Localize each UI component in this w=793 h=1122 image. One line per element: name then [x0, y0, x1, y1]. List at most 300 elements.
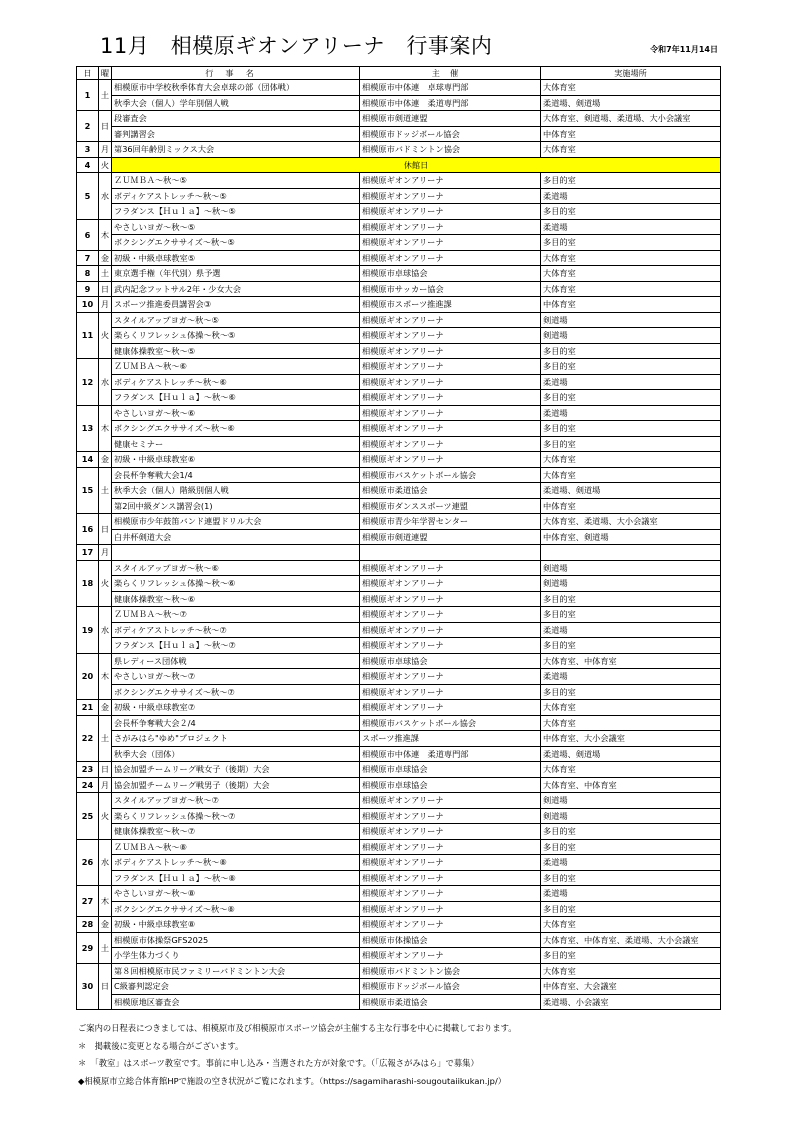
venue: 多目的室 — [541, 204, 721, 220]
day-number: 1 — [77, 80, 99, 111]
venue: 柔道場 — [541, 855, 721, 871]
venue: 柔道場 — [541, 219, 721, 235]
organizer: 相模原市剣道連盟 — [360, 111, 541, 127]
day-number: 28 — [77, 917, 99, 933]
table-row — [77, 297, 721, 313]
organizer: 相模原市中体連 柔道専門部 — [360, 746, 541, 762]
table-row — [77, 622, 721, 638]
organizer: 相模原ギオンアリーナ — [360, 591, 541, 607]
event-name: ＺＵＭＢＡ～秋～⑧ — [112, 839, 360, 855]
weekday: 火 — [99, 793, 112, 840]
table-row — [77, 715, 721, 731]
organizer: 相模原ギオンアリーナ — [360, 576, 541, 592]
organizer: 相模原市スポーツ推進課 — [360, 297, 541, 313]
event-name: 初級・中級卓球教室⑥ — [112, 452, 360, 468]
organizer: 相模原市剣道連盟 — [360, 529, 541, 545]
day-number: 24 — [77, 777, 99, 793]
organizer: 相模原ギオンアリーナ — [360, 870, 541, 886]
organizer: 相模原ギオンアリーナ — [360, 917, 541, 933]
organizer: 相模原市卓球協会 — [360, 762, 541, 778]
note-line: ご案内の日程表につきましては、相模原市及び相模原市スポーツ協会が主催する主な行事を中心に掲載しております。 — [78, 1023, 517, 1033]
organizer: 相模原市バドミントン協会 — [360, 963, 541, 979]
table-row — [77, 576, 721, 592]
organizer: 相模原市バスケットボール協会 — [360, 715, 541, 731]
organizer: 相模原市バスケットボール協会 — [360, 467, 541, 483]
venue: 大体育室、剣道場、柔道場、大小会議室 — [541, 111, 721, 127]
venue: 柔道場、剣道場 — [541, 95, 721, 111]
event-name: さがみはら"ゆめ"プロジェクト — [112, 731, 360, 747]
organizer: 相模原ギオンアリーナ — [360, 328, 541, 344]
weekday: 金 — [99, 452, 112, 468]
venue: 大体育室 — [541, 266, 721, 282]
venue: 多目的室 — [541, 235, 721, 251]
table-header — [77, 67, 721, 80]
event-name: フラダンス【Ｈｕｌａ】～秋～⑤ — [112, 204, 360, 220]
event-name: ボディケアストレッチ～秋～⑦ — [112, 622, 360, 638]
table-row — [77, 653, 721, 669]
organizer — [360, 545, 541, 561]
table-row — [77, 901, 721, 917]
venue: 多目的室 — [541, 638, 721, 654]
table-row — [77, 731, 721, 747]
event-name: 相模原地区審査会 — [112, 994, 360, 1010]
weekday: 火 — [99, 157, 112, 173]
venue: 剣道場 — [541, 312, 721, 328]
organizer: 相模原ギオンアリーナ — [360, 560, 541, 576]
venue: 大体育室 — [541, 281, 721, 297]
day-number: 9 — [77, 281, 99, 297]
weekday: 金 — [99, 917, 112, 933]
venue: 柔道場 — [541, 622, 721, 638]
weekday: 木 — [99, 886, 112, 917]
organizer: 相模原市柔道協会 — [360, 994, 541, 1010]
organizer: 相模原ギオンアリーナ — [360, 250, 541, 266]
day-number: 2 — [77, 111, 99, 142]
day-number: 30 — [77, 963, 99, 1010]
table-row — [77, 529, 721, 545]
event-name: 初級・中級卓球教室⑧ — [112, 917, 360, 933]
venue: 柔道場 — [541, 374, 721, 390]
venue: 柔道場 — [541, 405, 721, 421]
table-row — [77, 343, 721, 359]
day-number: 12 — [77, 359, 99, 406]
weekday: 火 — [99, 560, 112, 607]
event-name: 秋季大会（団体） — [112, 746, 360, 762]
event-name: 東京選手権（年代別）県予選 — [112, 266, 360, 282]
table-row — [77, 870, 721, 886]
weekday: 月 — [99, 297, 112, 313]
day-number: 4 — [77, 157, 99, 173]
table-row — [77, 777, 721, 793]
col-event: 行事名 — [112, 67, 360, 80]
event-name: ボディケアストレッチ～秋～⑥ — [112, 374, 360, 390]
table-row — [77, 95, 721, 111]
event-name: 秋季大会（個人）階級別個人戦 — [112, 483, 360, 499]
venue: 柔道場、剣道場 — [541, 746, 721, 762]
table-row — [77, 157, 721, 173]
venue: 大体育室 — [541, 80, 721, 96]
day-number: 8 — [77, 266, 99, 282]
organizer: 相模原市中体連 柔道専門部 — [360, 95, 541, 111]
venue: 多目的室 — [541, 359, 721, 375]
event-name: ＺＵＭＢＡ～秋～⑦ — [112, 607, 360, 623]
table-row — [77, 452, 721, 468]
table-row — [77, 235, 721, 251]
table-row — [77, 312, 721, 328]
venue: 多目的室 — [541, 173, 721, 189]
table-row — [77, 467, 721, 483]
weekday: 水 — [99, 173, 112, 220]
weekday: 土 — [99, 266, 112, 282]
event-name: 秋季大会（個人）学年別個人戦 — [112, 95, 360, 111]
schedule-table — [76, 66, 721, 1010]
venue: 中体育室、剣道場 — [541, 529, 721, 545]
schedule-body — [77, 80, 721, 1010]
organizer: 相模原ギオンアリーナ — [360, 421, 541, 437]
weekday: 木 — [99, 219, 112, 250]
organizer: 相模原ギオンアリーナ — [360, 700, 541, 716]
table-row — [77, 917, 721, 933]
venue: 多目的室 — [541, 870, 721, 886]
organizer: 相模原ギオンアリーナ — [360, 436, 541, 452]
table-row — [77, 684, 721, 700]
event-name: 武内記念フットサル2年・少女大会 — [112, 281, 360, 297]
day-number: 22 — [77, 715, 99, 762]
weekday: 木 — [99, 653, 112, 700]
weekday: 木 — [99, 405, 112, 452]
event-name — [112, 545, 360, 561]
table-row — [77, 886, 721, 902]
table-row — [77, 979, 721, 995]
event-name: やさしいヨガ～秋～⑤ — [112, 219, 360, 235]
organizer: 相模原市体操協会 — [360, 932, 541, 948]
day-number: 13 — [77, 405, 99, 452]
weekday: 日 — [99, 762, 112, 778]
organizer: 相模原ギオンアリーナ — [360, 235, 541, 251]
event-name: フラダンス【Ｈｕｌａ】～秋～⑧ — [112, 870, 360, 886]
venue: 剣道場 — [541, 560, 721, 576]
table-row — [77, 607, 721, 623]
organizer: 相模原市卓球協会 — [360, 777, 541, 793]
venue: 大体育室、中体育室、柔道場、大小会議室 — [541, 932, 721, 948]
venue: 中体育室 — [541, 498, 721, 514]
table-row — [77, 188, 721, 204]
table-row — [77, 963, 721, 979]
organizer: 相模原市ダンススポーツ連盟 — [360, 498, 541, 514]
venue: 大体育室 — [541, 762, 721, 778]
closed-day: 休館日 — [112, 157, 721, 173]
weekday: 土 — [99, 715, 112, 762]
event-name: やさしいヨガ～秋～⑥ — [112, 405, 360, 421]
event-name: 相模原市少年鼓笛バンド連盟ドリル大会 — [112, 514, 360, 530]
event-name: 第36回年齢別ミックス大会 — [112, 142, 360, 158]
note-line: ◆相模原市立総合体育館HPで施設の空き状況がご覧になれます。（https://sagamiharashi-sougoutaiikukan.jp/） — [78, 1075, 507, 1086]
col-venue: 実施場所 — [541, 67, 721, 80]
event-name: スポーツ推進委員講習会③ — [112, 297, 360, 313]
table-row — [77, 111, 721, 127]
day-number: 18 — [77, 560, 99, 607]
event-name: 県レディース団体戦 — [112, 653, 360, 669]
weekday: 水 — [99, 607, 112, 654]
venue: 柔道場、剣道場 — [541, 483, 721, 499]
weekday: 火 — [99, 312, 112, 359]
table-row — [77, 591, 721, 607]
organizer: 相模原市ドッジボール協会 — [360, 979, 541, 995]
day-number: 25 — [77, 793, 99, 840]
day-number: 14 — [77, 452, 99, 468]
col-organizer: 主催 — [360, 67, 541, 80]
table-row — [77, 436, 721, 452]
venue: 多目的室 — [541, 684, 721, 700]
organizer: 相模原ギオンアリーナ — [360, 390, 541, 406]
venue: 大体育室 — [541, 963, 721, 979]
organizer: 相模原ギオンアリーナ — [360, 886, 541, 902]
event-name: フラダンス【Ｈｕｌａ】～秋～⑦ — [112, 638, 360, 654]
table-row — [77, 80, 721, 96]
event-name: ボディケアストレッチ～秋～⑧ — [112, 855, 360, 871]
venue: 多目的室 — [541, 948, 721, 964]
table-row — [77, 173, 721, 189]
table-row — [77, 793, 721, 809]
event-name: 相模原市中学校秋季体育大会卓球の部（団体戦） — [112, 80, 360, 96]
table-row — [77, 700, 721, 716]
venue: 柔道場 — [541, 886, 721, 902]
venue: 多目的室 — [541, 421, 721, 437]
day-number: 20 — [77, 653, 99, 700]
day-number: 23 — [77, 762, 99, 778]
organizer: 相模原市卓球協会 — [360, 653, 541, 669]
event-name: スタイルアップヨガ～秋～⑥ — [112, 560, 360, 576]
venue: 中体育室、大小会議室 — [541, 731, 721, 747]
table-row — [77, 746, 721, 762]
venue: 多目的室 — [541, 436, 721, 452]
table-row — [77, 359, 721, 375]
event-name: スタイルアップヨガ～秋～⑤ — [112, 312, 360, 328]
note-line: ＊ 掲載後に変更となる場合がございます。 — [78, 1040, 244, 1051]
table-row — [77, 250, 721, 266]
organizer: 相模原ギオンアリーナ — [360, 173, 541, 189]
organizer: 相模原ギオンアリーナ — [360, 901, 541, 917]
venue: 大体育室 — [541, 467, 721, 483]
venue: 大体育室 — [541, 715, 721, 731]
table-row — [77, 948, 721, 964]
weekday: 日 — [99, 963, 112, 1010]
day-number: 7 — [77, 250, 99, 266]
day-number: 3 — [77, 142, 99, 158]
day-number: 11 — [77, 312, 99, 359]
event-name: 協会加盟チームリーグ戦女子（後期）大会 — [112, 762, 360, 778]
table-row — [77, 390, 721, 406]
organizer: 相模原市ドッジボール協会 — [360, 126, 541, 142]
event-name: 小学生体力づくり — [112, 948, 360, 964]
weekday: 日 — [99, 111, 112, 142]
day-number: 29 — [77, 932, 99, 963]
table-row — [77, 514, 721, 530]
organizer: 相模原ギオンアリーナ — [360, 948, 541, 964]
venue: 多目的室 — [541, 839, 721, 855]
day-number: 26 — [77, 839, 99, 886]
organizer: 相模原ギオンアリーナ — [360, 405, 541, 421]
event-name: 会長杯争奪戦大会２/4 — [112, 715, 360, 731]
weekday: 金 — [99, 700, 112, 716]
event-name: 健康体操教室～秋～⑤ — [112, 343, 360, 359]
event-name: 健康セミナー — [112, 436, 360, 452]
organizer: スポーツ推進課 — [360, 731, 541, 747]
organizer: 相模原ギオンアリーナ — [360, 808, 541, 824]
table-row — [77, 281, 721, 297]
organizer: 相模原ギオンアリーナ — [360, 669, 541, 685]
day-number: 10 — [77, 297, 99, 313]
event-name: 健康体操教室～秋～⑦ — [112, 824, 360, 840]
col-dow: 曜 — [99, 67, 112, 80]
organizer: 相模原市柔道協会 — [360, 483, 541, 499]
table-row — [77, 824, 721, 840]
event-name: 楽らくリフレッシュ体操～秋～⑦ — [112, 808, 360, 824]
event-name: 健康体操教室～秋～⑥ — [112, 591, 360, 607]
venue: 大体育室 — [541, 452, 721, 468]
venue: 多目的室 — [541, 824, 721, 840]
table-row — [77, 839, 721, 855]
table-row — [77, 421, 721, 437]
day-number: 19 — [77, 607, 99, 654]
venue: 多目的室 — [541, 591, 721, 607]
day-number: 5 — [77, 173, 99, 220]
weekday: 水 — [99, 839, 112, 886]
venue: 大体育室、柔道場、大小会議室 — [541, 514, 721, 530]
venue: 柔道場、小会議室 — [541, 994, 721, 1010]
weekday: 日 — [99, 281, 112, 297]
table-row — [77, 545, 721, 561]
organizer: 相模原ギオンアリーナ — [360, 204, 541, 220]
table-row — [77, 560, 721, 576]
organizer: 相模原市青少年学習センター — [360, 514, 541, 530]
day-number: 21 — [77, 700, 99, 716]
event-name: 初級・中級卓球教室⑤ — [112, 250, 360, 266]
weekday: 土 — [99, 80, 112, 111]
note-line: ＊ 「教室」はスポーツ教室です。事前に申し込み・当選された方が対象です。（「広報さがみはら」で募集） — [78, 1058, 479, 1068]
venue: 柔道場 — [541, 188, 721, 204]
venue: 剣道場 — [541, 328, 721, 344]
table-row — [77, 638, 721, 654]
event-name: 相模原市体操祭GFS2025 — [112, 932, 360, 948]
event-name: ボクシングエクササイズ～秋～⑧ — [112, 901, 360, 917]
col-day: 日 — [77, 67, 99, 80]
organizer: 相模原ギオンアリーナ — [360, 219, 541, 235]
venue: 中体育室 — [541, 126, 721, 142]
weekday: 金 — [99, 250, 112, 266]
organizer: 相模原市サッカー協会 — [360, 281, 541, 297]
venue — [541, 545, 721, 561]
organizer: 相模原ギオンアリーナ — [360, 359, 541, 375]
table-row — [77, 126, 721, 142]
notes — [78, 1020, 517, 1090]
event-name: やさしいヨガ～秋～⑦ — [112, 669, 360, 685]
day-number: 17 — [77, 545, 99, 561]
event-name: フラダンス【Ｈｕｌａ】～秋～⑥ — [112, 390, 360, 406]
day-number: 15 — [77, 467, 99, 514]
venue: 多目的室 — [541, 607, 721, 623]
event-name: ＺＵＭＢＡ～秋～⑤ — [112, 173, 360, 189]
organizer: 相模原ギオンアリーナ — [360, 607, 541, 623]
day-number: 27 — [77, 886, 99, 917]
table-row — [77, 855, 721, 871]
table-row — [77, 498, 721, 514]
table-row — [77, 932, 721, 948]
event-name: 審判講習会 — [112, 126, 360, 142]
event-name: 協会加盟チームリーグ戦男子（後期）大会 — [112, 777, 360, 793]
organizer: 相模原ギオンアリーナ — [360, 452, 541, 468]
organizer: 相模原ギオンアリーナ — [360, 638, 541, 654]
event-name: 第８回相模原市民ファミリーバドミントン大会 — [112, 963, 360, 979]
day-number: 6 — [77, 219, 99, 250]
table-row — [77, 483, 721, 499]
event-name: ボクシングエクササイズ～秋～⑦ — [112, 684, 360, 700]
table-row — [77, 808, 721, 824]
table-row — [77, 405, 721, 421]
venue: 大体育室 — [541, 250, 721, 266]
day-number: 16 — [77, 514, 99, 545]
venue: 多目的室 — [541, 901, 721, 917]
table-row — [77, 142, 721, 158]
event-name: スタイルアップヨガ～秋～⑦ — [112, 793, 360, 809]
weekday: 月 — [99, 545, 112, 561]
organizer: 相模原ギオンアリーナ — [360, 312, 541, 328]
table-row — [77, 762, 721, 778]
event-name: ボクシングエクササイズ～秋～⑤ — [112, 235, 360, 251]
organizer: 相模原ギオンアリーナ — [360, 839, 541, 855]
venue: 剣道場 — [541, 808, 721, 824]
weekday: 月 — [99, 777, 112, 793]
venue: 大体育室、中体育室 — [541, 653, 721, 669]
table-row — [77, 374, 721, 390]
organizer: 相模原ギオンアリーナ — [360, 855, 541, 871]
organizer: 相模原ギオンアリーナ — [360, 188, 541, 204]
event-name: やさしいヨガ～秋～⑧ — [112, 886, 360, 902]
event-name: ＺＵＭＢＡ～秋～⑥ — [112, 359, 360, 375]
venue: 剣道場 — [541, 793, 721, 809]
organizer: 相模原市バドミントン協会 — [360, 142, 541, 158]
table-row — [77, 204, 721, 220]
venue: 大体育室 — [541, 700, 721, 716]
weekday: 水 — [99, 359, 112, 406]
organizer: 相模原ギオンアリーナ — [360, 824, 541, 840]
venue: 大体育室 — [541, 142, 721, 158]
venue: 多目的室 — [541, 390, 721, 406]
event-name: 段審査会 — [112, 111, 360, 127]
table-row — [77, 266, 721, 282]
table-row — [77, 669, 721, 685]
venue: 大体育室、中体育室 — [541, 777, 721, 793]
event-name: 会長杯争奪戦大会1/4 — [112, 467, 360, 483]
venue: 中体育室 — [541, 297, 721, 313]
table-row — [77, 219, 721, 235]
venue: 多目的室 — [541, 343, 721, 359]
event-name: 初級・中級卓球教室⑦ — [112, 700, 360, 716]
weekday: 日 — [99, 514, 112, 545]
table-row — [77, 328, 721, 344]
organizer: 相模原ギオンアリーナ — [360, 622, 541, 638]
organizer: 相模原ギオンアリーナ — [360, 343, 541, 359]
organizer: 相模原ギオンアリーナ — [360, 793, 541, 809]
weekday: 月 — [99, 142, 112, 158]
organizer: 相模原ギオンアリーナ — [360, 684, 541, 700]
event-name: ボクシングエクササイズ～秋～⑥ — [112, 421, 360, 437]
event-name: ボディケアストレッチ～秋～⑤ — [112, 188, 360, 204]
page-title: 11月 相模原ギオンアリーナ 行事案内 — [100, 34, 493, 58]
event-name: 楽らくリフレッシュ体操～秋～⑤ — [112, 328, 360, 344]
organizer: 相模原市卓球協会 — [360, 266, 541, 282]
event-name: 第2回中級ダンス講習会(1) — [112, 498, 360, 514]
